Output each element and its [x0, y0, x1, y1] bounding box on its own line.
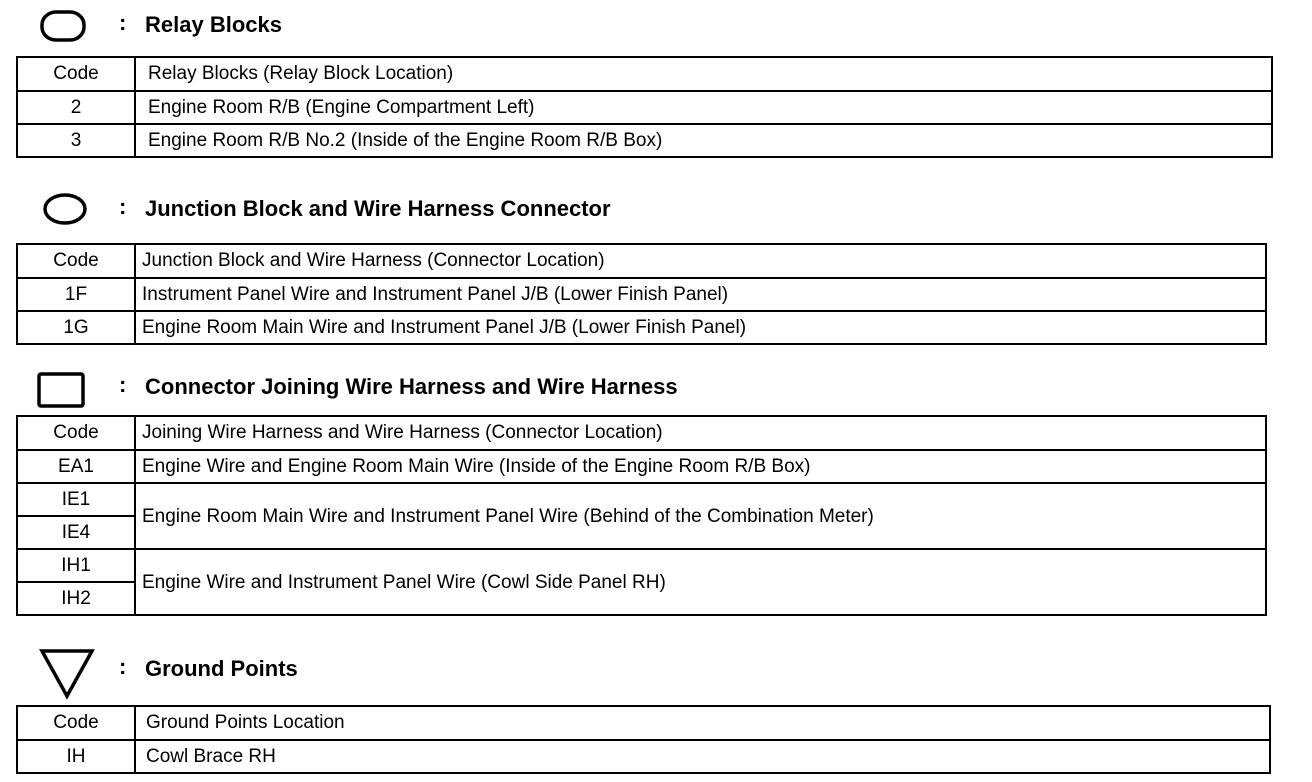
table-header-row — [17, 244, 1266, 278]
table-header-row — [17, 416, 1266, 450]
rectangle-icon — [37, 372, 85, 408]
table-row — [17, 450, 1266, 483]
table-header-row — [17, 706, 1270, 740]
junction-block-heading — [0, 190, 800, 230]
joining-connector-heading — [0, 368, 900, 408]
joining-connector-table — [16, 415, 1267, 616]
oval-icon — [42, 192, 88, 226]
code-cell: EA1 — [17, 450, 135, 483]
section-title: Ground Points — [145, 656, 298, 681]
section-title: Connector Joining Wire Harness and Wire Harness — [145, 374, 678, 399]
desc-cell: Engine Wire and Engine Room Main Wire (Inside of the Engine Room R/B Box) — [135, 450, 1266, 483]
code-header: Code — [17, 244, 135, 278]
desc-header: Junction Block and Wire Harness (Connector Location) — [135, 244, 1266, 278]
code-cell: IH2 — [17, 582, 135, 615]
junction-block-table — [16, 243, 1267, 345]
heading-colon: : — [119, 10, 127, 35]
heading-colon: : — [119, 654, 127, 679]
down-triangle-icon — [38, 648, 96, 700]
code-cell: IE1 — [17, 483, 135, 516]
desc-cell: Cowl Brace RH — [135, 740, 1270, 773]
table-row — [17, 124, 1272, 157]
table-row — [17, 549, 1266, 582]
ground-points-table — [16, 705, 1271, 774]
ground-points-heading — [0, 646, 600, 700]
desc-cell: Engine Room R/B (Engine Compartment Left) — [135, 91, 1272, 124]
table-row — [17, 311, 1266, 344]
relay-blocks-heading — [0, 4, 700, 44]
code-header: Code — [17, 706, 135, 740]
desc-cell: Engine Room Main Wire and Instrument Panel Wire (Behind of the Combination Meter) — [135, 483, 1266, 549]
table-row — [17, 278, 1266, 311]
desc-cell: Engine Room Main Wire and Instrument Panel J/B (Lower Finish Panel) — [135, 311, 1266, 344]
rounded-oval-icon — [40, 10, 86, 42]
code-header: Code — [17, 57, 135, 91]
table-row — [17, 91, 1272, 124]
code-header: Code — [17, 416, 135, 450]
table-header-row — [17, 57, 1272, 91]
code-cell: 1F — [17, 278, 135, 311]
code-cell: 1G — [17, 311, 135, 344]
code-cell: IE4 — [17, 516, 135, 549]
code-cell: 2 — [17, 91, 135, 124]
desc-cell: Engine Room R/B No.2 (Inside of the Engine Room R/B Box) — [135, 124, 1272, 157]
section-title: Relay Blocks — [145, 12, 282, 37]
table-row — [17, 740, 1270, 773]
desc-header: Relay Blocks (Relay Block Location) — [135, 57, 1272, 91]
desc-cell: Engine Wire and Instrument Panel Wire (Cowl Side Panel RH) — [135, 549, 1266, 615]
table-row — [17, 483, 1266, 516]
desc-header: Ground Points Location — [135, 706, 1270, 740]
section-title: Junction Block and Wire Harness Connector — [145, 196, 611, 221]
desc-cell: Instrument Panel Wire and Instrument Panel J/B (Lower Finish Panel) — [135, 278, 1266, 311]
code-cell: 3 — [17, 124, 135, 157]
code-cell: IH — [17, 740, 135, 773]
desc-header: Joining Wire Harness and Wire Harness (Connector Location) — [135, 416, 1266, 450]
code-cell: IH1 — [17, 549, 135, 582]
heading-colon: : — [119, 372, 127, 397]
heading-colon: : — [119, 194, 127, 219]
relay-blocks-table — [16, 56, 1273, 158]
